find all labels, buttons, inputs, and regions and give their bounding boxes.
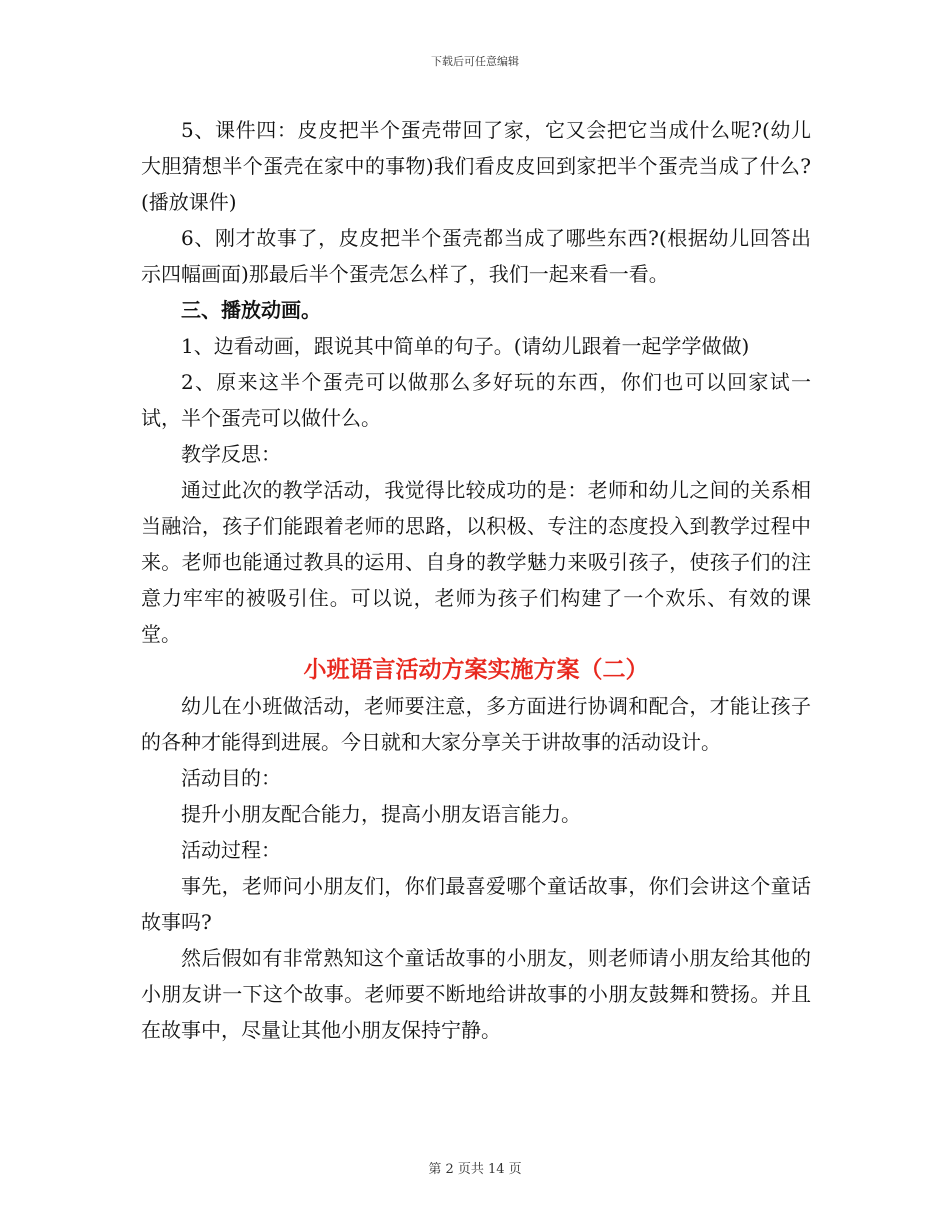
document-body xyxy=(141,112,811,1048)
paragraph-intro: 幼儿在小班做活动，老师要注意，多方面进行协调和配合，才能让孩子的各种才能得到进展。今日就和大家分享关于讲故事的活动设计。 xyxy=(141,694,811,754)
paragraph-process-step-1: 事先，老师问小朋友们，你们最喜爱哪个童话故事，你们会讲这个童话故事吗? xyxy=(141,874,811,934)
page-header: 下载后可任意编辑 xyxy=(431,55,519,68)
paragraph-process-step-2: 然后假如有非常熟知这个童话故事的小朋友，则老师请小朋友给其他的小朋友讲一下这个故事。老师要不断地给讲故事的小朋友鼓舞和赞扬。并且在故事中，尽量让其他小朋友保持宁静。 xyxy=(141,946,811,1042)
label-activity-process: 活动过程： xyxy=(181,838,281,862)
paragraph-item-six: 6、刚才故事了，皮皮把半个蛋壳都当成了哪些东西?(根据幼儿回答出示四幅画面)那最后半个蛋壳怎么样了，我们一起来看一看。 xyxy=(141,226,811,286)
paragraph-teaching-reflection: 通过此次的教学活动，我觉得比较成功的是：老师和幼儿之间的关系相当融洽，孩子们能跟着老师的思路，以积极、专注的态度投入到教学过程中来。老师也能通过教具的运用、自身的教学魅力来吸引孩子，使孩子们的注意力牢牢的被吸引住。可以说，老师为孩子们构建了一个欢乐、有效的课堂。 xyxy=(141,478,811,646)
label-teaching-reflection: 教学反思： xyxy=(181,442,281,466)
paragraph-activity-goal: 提升小朋友配合能力，提高小朋友语言能力。 xyxy=(181,802,581,826)
paragraph-courseware-four: 5、课件四：皮皮把半个蛋壳带回了家，它又会把它当成什么呢?(幼儿大胆猜想半个蛋壳在家中的事物)我们看皮皮回到家把半个蛋壳当成了什么?(播放课件) xyxy=(141,118,811,214)
section-heading-play-animation: 三、播放动画。 xyxy=(181,298,321,322)
paragraph-animation-step-1: 1、边看动画，跟说其中简单的句子。(请幼儿跟着一起学学做做) xyxy=(181,334,750,358)
section-title: 小班语言活动方案实施方案（二） xyxy=(303,656,649,683)
label-activity-goal: 活动目的： xyxy=(181,766,281,790)
paragraph-animation-step-2: 2、原来这半个蛋壳可以做那么多好玩的东西，你们也可以回家试一试，半个蛋壳可以做什么。 xyxy=(141,370,811,430)
page-footer: 第 2 页共 14 页 xyxy=(428,1162,522,1177)
